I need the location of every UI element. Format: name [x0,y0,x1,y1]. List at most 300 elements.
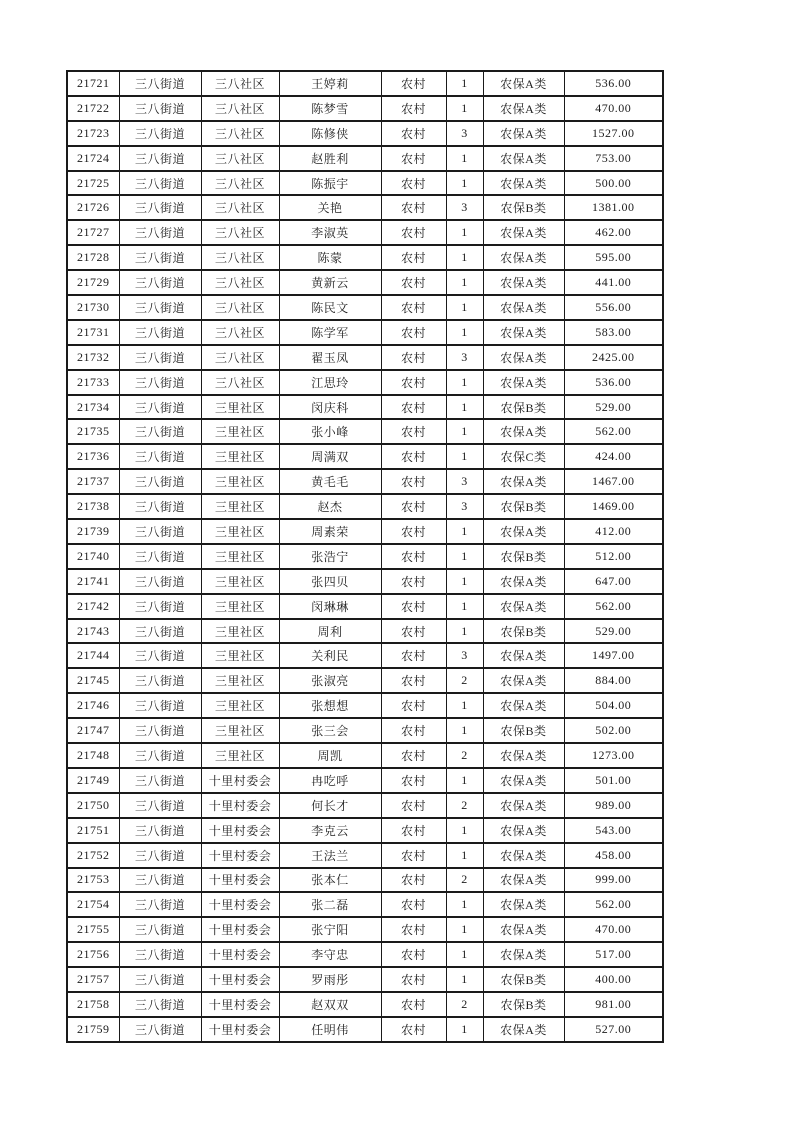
cell-insurance-category: 农保A类 [483,693,564,718]
table-body [67,71,663,1042]
cell-street: 三八街道 [119,220,201,245]
table-row [67,96,663,121]
cell-amount: 458.00 [564,843,663,868]
cell-person-name: 王婷莉 [279,71,381,96]
cell-person-name: 周素荣 [279,519,381,544]
cell-insurance-category: 农保A类 [483,843,564,868]
cell-insurance-category: 农保A类 [483,668,564,693]
cell-community: 三八社区 [201,96,279,121]
cell-record-id: 21750 [67,793,119,818]
cell-person-name: 江思玲 [279,370,381,395]
cell-person-name: 闵琳琳 [279,594,381,619]
cell-amount: 500.00 [564,171,663,196]
cell-insurance-category: 农保A类 [483,793,564,818]
cell-insurance-category: 农保B类 [483,619,564,644]
cell-residence-type: 农村 [381,917,446,942]
cell-residence-type: 农村 [381,270,446,295]
cell-amount: 424.00 [564,444,663,469]
table-row [67,967,663,992]
cell-insurance-category: 农保A类 [483,1017,564,1042]
cell-record-id: 21721 [67,71,119,96]
cell-person-count: 1 [446,96,483,121]
cell-community: 三里社区 [201,544,279,569]
table-row [67,245,663,270]
cell-person-count: 1 [446,519,483,544]
table-row [67,469,663,494]
cell-person-count: 2 [446,668,483,693]
cell-person-count: 1 [446,270,483,295]
cell-person-name: 张二磊 [279,892,381,917]
cell-street: 三八街道 [119,245,201,270]
cell-street: 三八街道 [119,1017,201,1042]
cell-person-name: 张淑亮 [279,668,381,693]
cell-person-count: 1 [446,843,483,868]
cell-person-count: 1 [446,71,483,96]
cell-amount: 527.00 [564,1017,663,1042]
cell-street: 三八街道 [119,370,201,395]
cell-insurance-category: 农保B类 [483,195,564,220]
table-row [67,171,663,196]
cell-insurance-category: 农保B类 [483,992,564,1017]
cell-record-id: 21740 [67,544,119,569]
cell-record-id: 21752 [67,843,119,868]
cell-amount: 981.00 [564,992,663,1017]
cell-residence-type: 农村 [381,320,446,345]
cell-person-name: 陈修侠 [279,121,381,146]
cell-insurance-category: 农保C类 [483,444,564,469]
cell-amount: 753.00 [564,146,663,171]
cell-record-id: 21746 [67,693,119,718]
cell-community: 三里社区 [201,594,279,619]
cell-community: 十里村委会 [201,818,279,843]
cell-person-name: 陈学军 [279,320,381,345]
cell-record-id: 21759 [67,1017,119,1042]
cell-person-count: 2 [446,868,483,893]
cell-residence-type: 农村 [381,195,446,220]
cell-street: 三八街道 [119,594,201,619]
cell-record-id: 21729 [67,270,119,295]
cell-insurance-category: 农保A类 [483,370,564,395]
cell-residence-type: 农村 [381,395,446,420]
cell-amount: 400.00 [564,967,663,992]
table-row [67,843,663,868]
table-row [67,693,663,718]
cell-insurance-category: 农保A类 [483,892,564,917]
cell-street: 三八街道 [119,843,201,868]
cell-amount: 512.00 [564,544,663,569]
cell-record-id: 21725 [67,171,119,196]
cell-person-name: 周满双 [279,444,381,469]
cell-amount: 647.00 [564,569,663,594]
cell-person-count: 2 [446,992,483,1017]
cell-person-count: 1 [446,967,483,992]
table-row [67,519,663,544]
cell-amount: 470.00 [564,917,663,942]
cell-street: 三八街道 [119,469,201,494]
cell-person-count: 1 [446,444,483,469]
cell-street: 三八街道 [119,768,201,793]
cell-residence-type: 农村 [381,942,446,967]
cell-community: 十里村委会 [201,768,279,793]
table-row [67,270,663,295]
cell-street: 三八街道 [119,942,201,967]
cell-street: 三八街道 [119,743,201,768]
table-row [67,1017,663,1042]
cell-amount: 543.00 [564,818,663,843]
cell-residence-type: 农村 [381,868,446,893]
table-row [67,718,663,743]
cell-community: 三八社区 [201,195,279,220]
cell-community: 三里社区 [201,419,279,444]
cell-community: 十里村委会 [201,942,279,967]
cell-person-name: 李淑英 [279,220,381,245]
cell-residence-type: 农村 [381,992,446,1017]
cell-community: 三八社区 [201,320,279,345]
cell-community: 三里社区 [201,395,279,420]
cell-street: 三八街道 [119,444,201,469]
cell-person-name: 赵杰 [279,494,381,519]
cell-amount: 1467.00 [564,469,663,494]
cell-person-count: 1 [446,171,483,196]
table-row [67,892,663,917]
cell-amount: 536.00 [564,71,663,96]
cell-person-count: 1 [446,768,483,793]
cell-residence-type: 农村 [381,146,446,171]
cell-record-id: 21756 [67,942,119,967]
cell-street: 三八街道 [119,967,201,992]
cell-community: 三里社区 [201,469,279,494]
cell-amount: 529.00 [564,619,663,644]
table-row [67,395,663,420]
cell-insurance-category: 农保A类 [483,419,564,444]
cell-community: 三八社区 [201,146,279,171]
table-row [67,992,663,1017]
cell-person-count: 3 [446,121,483,146]
cell-person-name: 张宁阳 [279,917,381,942]
table-row [67,619,663,644]
cell-street: 三八街道 [119,544,201,569]
table-row [67,146,663,171]
cell-amount: 529.00 [564,395,663,420]
cell-residence-type: 农村 [381,1017,446,1042]
cell-insurance-category: 农保B类 [483,395,564,420]
cell-person-count: 3 [446,494,483,519]
cell-street: 三八街道 [119,270,201,295]
cell-amount: 595.00 [564,245,663,270]
cell-person-name: 闵庆科 [279,395,381,420]
cell-record-id: 21745 [67,668,119,693]
cell-person-count: 1 [446,693,483,718]
cell-record-id: 21736 [67,444,119,469]
cell-community: 三里社区 [201,494,279,519]
cell-person-name: 周利 [279,619,381,644]
cell-street: 三八街道 [119,71,201,96]
cell-community: 十里村委会 [201,992,279,1017]
table-row [67,643,663,668]
cell-person-name: 张本仁 [279,868,381,893]
cell-amount: 412.00 [564,519,663,544]
table-row [67,569,663,594]
cell-insurance-category: 农保B类 [483,718,564,743]
cell-street: 三八街道 [119,668,201,693]
cell-community: 三里社区 [201,668,279,693]
cell-community: 三里社区 [201,519,279,544]
cell-insurance-category: 农保A类 [483,71,564,96]
cell-amount: 502.00 [564,718,663,743]
cell-street: 三八街道 [119,121,201,146]
cell-community: 三里社区 [201,444,279,469]
cell-record-id: 21737 [67,469,119,494]
cell-record-id: 21732 [67,345,119,370]
cell-person-count: 3 [446,195,483,220]
cell-community: 三八社区 [201,171,279,196]
cell-amount: 441.00 [564,270,663,295]
cell-amount: 562.00 [564,419,663,444]
table-row [67,668,663,693]
cell-amount: 517.00 [564,942,663,967]
cell-street: 三八街道 [119,295,201,320]
cell-insurance-category: 农保B类 [483,967,564,992]
cell-residence-type: 农村 [381,71,446,96]
cell-record-id: 21739 [67,519,119,544]
cell-person-count: 3 [446,643,483,668]
cell-person-name: 王法兰 [279,843,381,868]
cell-residence-type: 农村 [381,743,446,768]
cell-record-id: 21743 [67,619,119,644]
cell-amount: 462.00 [564,220,663,245]
cell-person-count: 2 [446,743,483,768]
cell-person-count: 1 [446,419,483,444]
cell-record-id: 21735 [67,419,119,444]
cell-person-name: 张浩宁 [279,544,381,569]
cell-insurance-category: 农保A类 [483,270,564,295]
table-row [67,220,663,245]
cell-amount: 470.00 [564,96,663,121]
cell-person-name: 李克云 [279,818,381,843]
table-row [67,594,663,619]
cell-person-count: 1 [446,220,483,245]
cell-person-name: 赵胜利 [279,146,381,171]
cell-community: 三里社区 [201,743,279,768]
cell-record-id: 21751 [67,818,119,843]
table-row [67,868,663,893]
cell-person-count: 1 [446,917,483,942]
table-row [67,818,663,843]
table-row [67,793,663,818]
cell-amount: 884.00 [564,668,663,693]
cell-insurance-category: 农保A类 [483,569,564,594]
table-row [67,71,663,96]
cell-residence-type: 农村 [381,619,446,644]
cell-record-id: 21755 [67,917,119,942]
cell-residence-type: 农村 [381,96,446,121]
cell-community: 三八社区 [201,220,279,245]
table-row [67,544,663,569]
cell-person-count: 1 [446,146,483,171]
cell-person-name: 陈梦雪 [279,96,381,121]
cell-person-name: 何长才 [279,793,381,818]
cell-insurance-category: 农保A类 [483,220,564,245]
cell-insurance-category: 农保A类 [483,818,564,843]
cell-person-name: 关艳 [279,195,381,220]
cell-amount: 999.00 [564,868,663,893]
cell-residence-type: 农村 [381,245,446,270]
cell-person-name: 黄新云 [279,270,381,295]
cell-insurance-category: 农保A类 [483,469,564,494]
cell-street: 三八街道 [119,195,201,220]
cell-community: 三八社区 [201,71,279,96]
cell-community: 十里村委会 [201,892,279,917]
cell-person-count: 1 [446,544,483,569]
cell-insurance-category: 农保A类 [483,594,564,619]
cell-person-count: 1 [446,395,483,420]
cell-record-id: 21749 [67,768,119,793]
cell-insurance-category: 农保A类 [483,743,564,768]
cell-amount: 1527.00 [564,121,663,146]
cell-community: 十里村委会 [201,967,279,992]
cell-insurance-category: 农保A类 [483,171,564,196]
cell-community: 三里社区 [201,569,279,594]
cell-street: 三八街道 [119,320,201,345]
cell-residence-type: 农村 [381,594,446,619]
cell-person-name: 陈振宇 [279,171,381,196]
table-row [67,942,663,967]
cell-residence-type: 农村 [381,793,446,818]
cell-amount: 583.00 [564,320,663,345]
table-row [67,494,663,519]
cell-insurance-category: 农保A类 [483,942,564,967]
cell-insurance-category: 农保A类 [483,320,564,345]
cell-person-count: 1 [446,569,483,594]
cell-person-name: 张想想 [279,693,381,718]
cell-insurance-category: 农保A类 [483,96,564,121]
cell-residence-type: 农村 [381,544,446,569]
cell-person-name: 李守忠 [279,942,381,967]
cell-residence-type: 农村 [381,220,446,245]
table-row [67,444,663,469]
table-row [67,370,663,395]
cell-record-id: 21741 [67,569,119,594]
cell-street: 三八街道 [119,793,201,818]
cell-insurance-category: 农保A类 [483,245,564,270]
cell-person-name: 黄毛毛 [279,469,381,494]
cell-residence-type: 农村 [381,643,446,668]
cell-person-count: 1 [446,245,483,270]
cell-insurance-category: 农保A类 [483,295,564,320]
cell-residence-type: 农村 [381,370,446,395]
table-row [67,195,663,220]
cell-residence-type: 农村 [381,469,446,494]
cell-street: 三八街道 [119,494,201,519]
cell-residence-type: 农村 [381,892,446,917]
cell-community: 三里社区 [201,718,279,743]
cell-residence-type: 农村 [381,843,446,868]
table-row [67,345,663,370]
cell-person-count: 2 [446,793,483,818]
cell-street: 三八街道 [119,892,201,917]
cell-record-id: 21730 [67,295,119,320]
cell-street: 三八街道 [119,992,201,1017]
cell-person-name: 周凯 [279,743,381,768]
cell-residence-type: 农村 [381,718,446,743]
cell-record-id: 21757 [67,967,119,992]
table-row [67,768,663,793]
cell-residence-type: 农村 [381,519,446,544]
cell-street: 三八街道 [119,569,201,594]
cell-community: 三八社区 [201,295,279,320]
cell-record-id: 21758 [67,992,119,1017]
cell-amount: 989.00 [564,793,663,818]
cell-amount: 1497.00 [564,643,663,668]
cell-amount: 1469.00 [564,494,663,519]
cell-amount: 562.00 [564,892,663,917]
cell-residence-type: 农村 [381,295,446,320]
cell-community: 三八社区 [201,121,279,146]
cell-street: 三八街道 [119,171,201,196]
cell-record-id: 21726 [67,195,119,220]
cell-community: 三里社区 [201,619,279,644]
cell-person-count: 3 [446,469,483,494]
cell-person-count: 1 [446,295,483,320]
cell-street: 三八街道 [119,868,201,893]
cell-amount: 2425.00 [564,345,663,370]
cell-street: 三八街道 [119,619,201,644]
cell-community: 三八社区 [201,270,279,295]
cell-person-count: 1 [446,818,483,843]
cell-residence-type: 农村 [381,569,446,594]
cell-record-id: 21747 [67,718,119,743]
cell-insurance-category: 农保A类 [483,917,564,942]
cell-community: 三里社区 [201,643,279,668]
cell-insurance-category: 农保A类 [483,519,564,544]
cell-record-id: 21744 [67,643,119,668]
cell-record-id: 21754 [67,892,119,917]
table-row [67,121,663,146]
cell-record-id: 21723 [67,121,119,146]
cell-person-count: 3 [446,345,483,370]
cell-person-count: 1 [446,594,483,619]
cell-street: 三八街道 [119,96,201,121]
cell-person-count: 1 [446,1017,483,1042]
cell-record-id: 21734 [67,395,119,420]
cell-person-name: 冉吃呼 [279,768,381,793]
cell-residence-type: 农村 [381,967,446,992]
cell-street: 三八街道 [119,917,201,942]
cell-street: 三八街道 [119,643,201,668]
cell-community: 十里村委会 [201,793,279,818]
cell-community: 三八社区 [201,370,279,395]
cell-street: 三八街道 [119,345,201,370]
cell-residence-type: 农村 [381,768,446,793]
cell-residence-type: 农村 [381,494,446,519]
cell-street: 三八街道 [119,693,201,718]
cell-person-name: 张三会 [279,718,381,743]
cell-record-id: 21738 [67,494,119,519]
cell-insurance-category: 农保A类 [483,868,564,893]
cell-person-name: 罗雨彤 [279,967,381,992]
records-table-container [66,70,664,1043]
cell-residence-type: 农村 [381,668,446,693]
cell-community: 十里村委会 [201,843,279,868]
table-row [67,320,663,345]
cell-record-id: 21731 [67,320,119,345]
table-row [67,743,663,768]
cell-amount: 562.00 [564,594,663,619]
cell-community: 十里村委会 [201,1017,279,1042]
cell-insurance-category: 农保A类 [483,146,564,171]
cell-residence-type: 农村 [381,171,446,196]
cell-person-count: 1 [446,320,483,345]
